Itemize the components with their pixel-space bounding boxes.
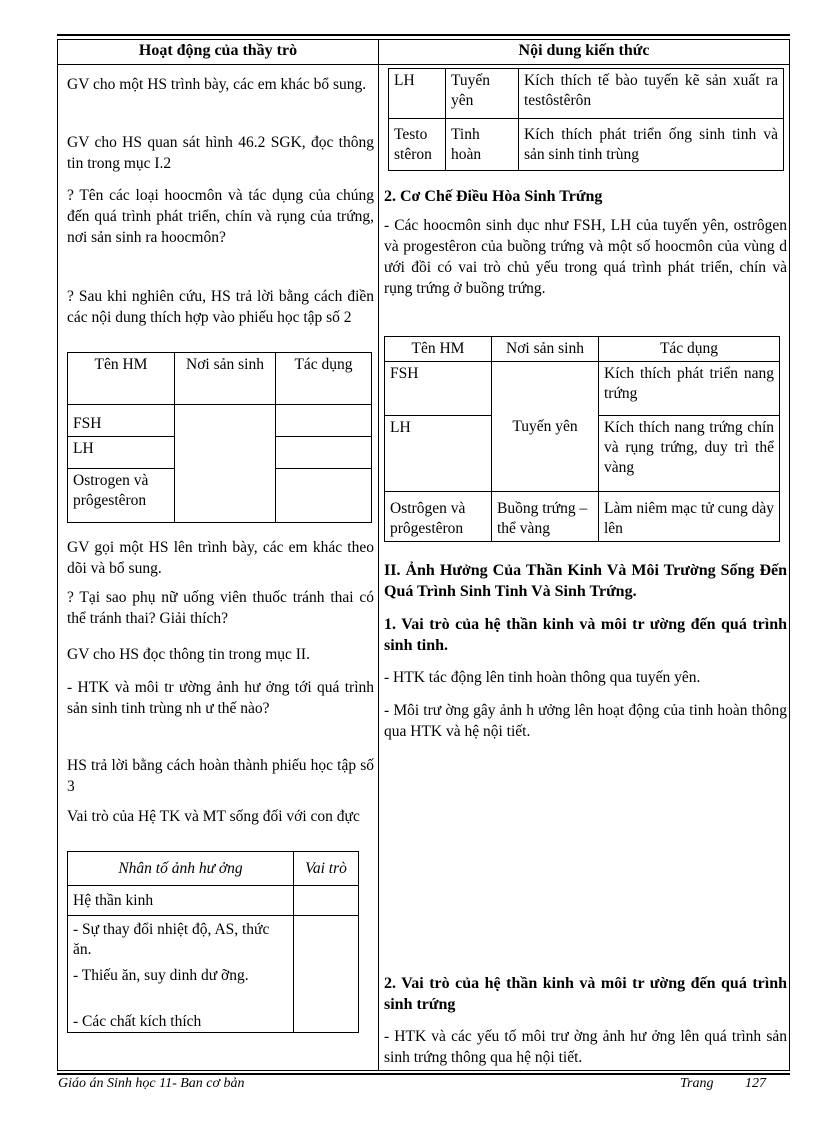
table-cell: Ostrôgen và prôgestêron <box>385 492 492 542</box>
top-rule-thick <box>57 34 790 36</box>
hormone-female-table <box>384 336 780 542</box>
right-paragraph-1: - Các hoocmôn sinh dục như FSH, LH của tuyến yên, ostrôgen và progestêron của buồng trứng và một số hoocmôn của vùng d ưới đồi có vai trò chủ yếu trong quá trình phát triển, chín và rụng trứng ở buồng trứng. <box>384 217 787 297</box>
factor-temperature: - Sự thay đổi nhiệt độ, AS, thức ăn. <box>73 921 270 958</box>
table-cell <box>276 469 372 523</box>
right-paragraph-4: - HTK và các yếu tố môi trư ờng ảnh hư ởng lên quá trình sản sinh trứng thông qua hệ nội tiết. <box>384 1028 787 1066</box>
table-header: Tác dụng <box>599 337 780 362</box>
worksheet-2-table <box>67 352 372 523</box>
factor-malnutrition: - Thiếu ăn, suy dinh dư ỡng. <box>73 967 249 984</box>
left-paragraph-10: Vai trò của Hệ TK và MT sống đối với con đực <box>67 808 360 825</box>
table-cell: Làm niêm mạc tử cung dày lên <box>599 492 780 542</box>
table-cell: FSH <box>385 362 492 416</box>
table-cell: Buồng trứng – thể vàng <box>492 492 599 542</box>
frame-left <box>57 39 58 1071</box>
table-cell: Testo stêron <box>389 119 446 171</box>
table-cell: Kích thích phát triển nang trứng <box>599 362 780 416</box>
footer-page-number: 127 <box>745 1076 766 1091</box>
table-cell: LH <box>68 437 175 469</box>
table-header: Tác dụng <box>276 353 372 405</box>
left-paragraph-1: GV cho một HS trình bày, các em khác bổ sung. <box>67 76 367 93</box>
left-paragraph-4: ? Sau khi nghiên cứu, HS trả lời bằng cách điền các nội dung thích hợp vào phiếu học tập số 2 <box>67 288 374 326</box>
factor-stimulants: - Các chất kích thích <box>73 1013 202 1030</box>
table-cell: Ostrogen và prôgestêron <box>68 469 175 523</box>
table-header: Tên HM <box>68 353 175 405</box>
hormone-male-table <box>388 68 784 171</box>
section-heading-2: 2. Cơ Chế Điều Hòa Sinh Trứng <box>384 188 603 205</box>
table-cell <box>294 886 359 916</box>
table-header: Nhân tố ảnh hư ởng <box>68 852 294 886</box>
footer-page-label: Trang <box>680 1076 714 1091</box>
left-paragraph-2: GV cho HS quan sát hình 46.2 SGK, đọc thông tin trong mục I.2 <box>67 134 374 172</box>
table-cell <box>175 405 276 523</box>
table-cell: LH <box>389 69 446 119</box>
left-paragraph-7: GV cho HS đọc thông tin trong mục II. <box>67 646 310 663</box>
worksheet-3-table <box>67 851 359 1033</box>
table-header: Nơi sản sinh <box>492 337 599 362</box>
frame-middle <box>378 39 379 1071</box>
left-paragraph-9: HS trả lời bằng cách hoàn thành phiếu học tập số 3 <box>67 757 374 795</box>
subheading-sperm: 1. Vai trò của hệ thần kinh và môi tr ường đến quá trình sinh tinh. <box>384 616 787 654</box>
left-paragraph-3: ? Tên các loại hoocmôn và tác dụng của chúng đến quá trình phát triển, chín và rụng của trứng, nơi sản sinh ra hoocmôn? <box>67 187 374 246</box>
bottom-rule-thin <box>57 1070 790 1071</box>
table-cell: Tinh hoàn <box>446 119 519 171</box>
table-header: Vai trò <box>294 852 359 886</box>
right-paragraph-3: - Môi trư ờng gây ảnh h ưởng lên hoạt động của tinh hoàn thông qua HTK và hệ nội tiết. <box>384 702 787 740</box>
table-cell: Kích thích phát triển ống sinh tinh và sản sinh tinh trùng <box>519 119 784 171</box>
top-rule-thin <box>57 39 790 40</box>
bottom-rule-thick <box>57 1073 790 1075</box>
footer-title: Giáo án Sinh học 11- Ban cơ bản <box>58 1076 245 1091</box>
left-paragraph-8: - HTK và môi tr ường ảnh hư ởng tới quá trình sản sinh tinh trùng nh ư thế nào? <box>67 679 374 717</box>
table-cell <box>276 437 372 469</box>
table-cell: Hệ thần kinh <box>68 886 294 916</box>
table-cell <box>276 405 372 437</box>
left-paragraph-6: ? Tại sao phụ nữ uống viên thuốc tránh thai có thể tránh thai? Giải thích? <box>67 589 374 627</box>
frame-right <box>789 39 790 1071</box>
table-cell: Tuyến yên <box>492 362 599 492</box>
table-cell: Kích thích nang trứng chín và rụng trứng, duy trì thể vàng <box>599 416 780 492</box>
right-column-title: Nội dung kiến thức <box>518 42 650 59</box>
left-column-title: Hoạt động của thầy trò <box>138 42 298 59</box>
table-cell <box>294 916 359 1033</box>
header-divider <box>57 64 790 65</box>
table-cell: FSH <box>68 405 175 437</box>
table-header: Nơi sản sinh <box>175 353 276 405</box>
subheading-egg: 2. Vai trò của hệ thần kinh và môi tr ường đến quá trình sinh trứng <box>384 975 787 1013</box>
table-cell <box>68 916 294 1033</box>
left-paragraph-5: GV gọi một HS lên trình bày, các em khác theo dõi và bổ sung. <box>67 539 374 577</box>
table-cell: LH <box>385 416 492 492</box>
table-cell: Tuyến yên <box>446 69 519 119</box>
table-header: Tên HM <box>385 337 492 362</box>
section-heading-II: II. Ảnh Hưởng Của Thần Kinh Và Môi Trường Sống Đến Quá Trình Sinh Tinh Và Sinh Trứng. <box>384 562 787 600</box>
table-cell: Kích thích tế bào tuyến kẽ sản xuất ra testôstêrôn <box>519 69 784 119</box>
right-paragraph-2: - HTK tác động lên tinh hoàn thông qua tuyến yên. <box>384 669 701 686</box>
